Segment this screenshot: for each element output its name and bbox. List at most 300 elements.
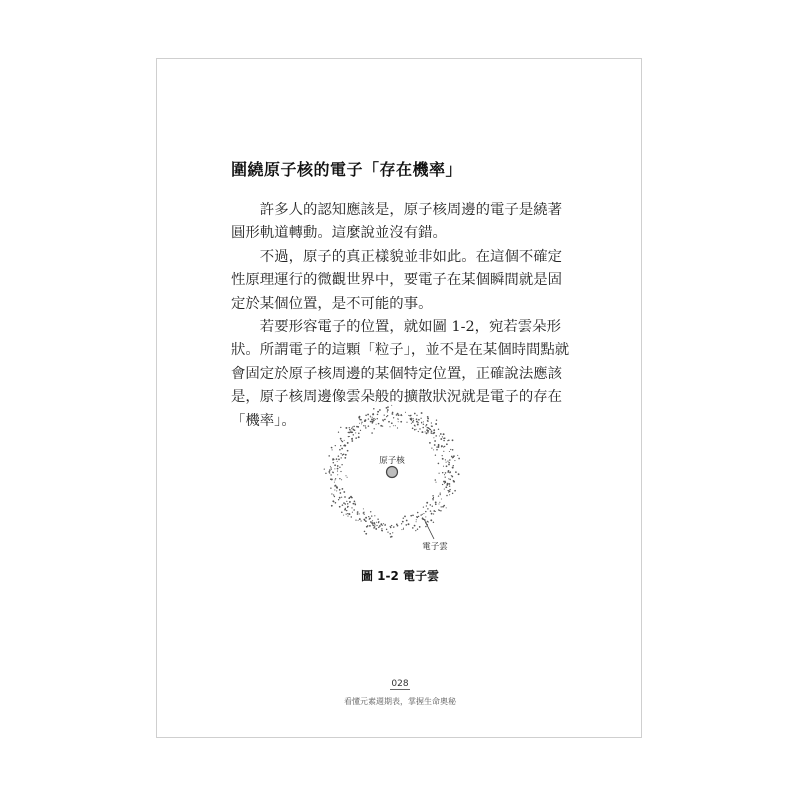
cloud-dot [361,422,362,423]
page-number [157,679,643,689]
cloud-dot [433,449,434,450]
cloud-dot [387,531,388,532]
cloud-dot [441,446,442,447]
cloud-dot [359,418,360,419]
cloud-dot [364,531,366,533]
cloud-dot [419,526,421,528]
cloud-dot [378,527,379,528]
cloud-dot [325,473,326,474]
cloud-dot [421,412,423,414]
cloud-dot [324,468,325,469]
cloud-dot [377,414,379,416]
cloud-dot [455,471,457,473]
electron-cloud-diagram [307,399,477,569]
cloud-dot [344,509,346,511]
cloud-dot [347,513,348,514]
cloud-dot [445,472,447,474]
cloud-dot [417,422,418,423]
cloud-dot [430,519,432,521]
cloud-dot [370,416,371,417]
cloud-dot [357,511,358,512]
cloud-dot [363,512,365,514]
cloud-dot [415,426,416,427]
cloud-dot [427,418,429,420]
cloud-dot [451,456,453,458]
cloud-dot [329,473,330,474]
cloud-dot [404,516,406,518]
cloud-dot [351,431,353,433]
cloud-dot [444,489,445,490]
cloud-dot [418,516,419,517]
cloud-dot [427,416,429,418]
cloud-dot [364,420,366,422]
cloud-dot [393,417,394,418]
cloud-dot [331,493,332,494]
cloud-dot [349,427,350,428]
cloud-dot [435,482,436,483]
cloud-dot [413,420,414,421]
cloud-dot [431,430,433,432]
cloud-dot [336,490,337,491]
cloud-dot [432,495,434,497]
cloud-dot [350,432,351,433]
cloud-dot [368,418,369,419]
cloud-dot [443,440,445,442]
cloud-dot [330,474,331,475]
cloud-dot [408,415,409,416]
cloud-dot [401,414,402,415]
cloud-dot [348,436,349,437]
cloud-dot [374,515,375,516]
cloud-dot [431,422,432,423]
cloud-dot [351,516,352,517]
cloud-dot [395,425,396,426]
cloud-dot [334,479,335,480]
cloud-dot [338,459,340,461]
cloud-dot [331,505,333,507]
book-page [156,58,642,738]
cloud-dot [448,462,450,464]
cloud-dot [412,421,414,423]
cloud-dot [365,427,367,429]
cloud-dot [451,476,453,478]
cloud-dot [372,520,373,521]
cloud-dot [435,455,436,456]
cloud-dot [431,433,432,434]
cloud-dot [347,477,348,478]
cloud-dot [345,475,346,476]
cloud-dot [337,471,338,472]
cloud-dot [343,502,345,504]
cloud-dot [440,494,441,495]
cloud-dot [442,472,443,473]
cloud-dot [328,471,330,473]
cloud-dot [340,445,341,446]
cloud-dot [436,449,438,451]
nucleus-icon [387,467,398,478]
cloud-dot [398,414,400,416]
cloud-dot [383,419,384,420]
paragraph-3: 若要形容電子的位置，就如圖 1-2，宛若雲朵形狀。所謂電子的這顆「粒子」，並不是在某個時間點就會固定於原子核周邊的某個特定位置，正確說法應該是，原子核周邊像雲朵般的擴散狀況就是電子的存在「機率」。 [231,319,570,429]
cloud-dot [389,426,390,427]
cloud-dot [426,505,427,506]
cloud-dot [432,433,434,435]
cloud-dot [454,460,455,461]
cloud-dot [364,514,365,515]
cloud-dot [450,449,451,450]
cloud-dot [391,536,393,538]
cloud-dot [420,514,421,515]
cloud-dot [337,468,339,470]
cloud-dot [434,440,436,442]
cloud-dot [449,451,450,452]
cloud-dot [440,492,441,493]
cloud-dot [412,527,414,529]
cloud-dot [402,521,404,523]
cloud-dot [348,497,350,499]
cloud-dot [450,471,452,473]
cloud-dot [368,516,369,517]
cloud-dot [412,514,414,516]
cloud-dot [397,525,399,527]
cloud-dot [415,530,416,531]
cloud-dot [446,465,448,467]
cloud-dot [347,450,349,452]
cloud-dot [369,518,370,519]
cloud-dot [354,503,355,504]
paragraph-2: 不過，原子的真正樣貌並非如此。在這個不確定性原理運行的微觀世界中，要電子在某個瞬間就是固定於某個位置，是不可能的事。 [231,248,563,312]
cloud-dot [371,432,373,434]
cloud-dot [391,422,393,424]
cloud-dot [446,507,447,508]
cloud-dot [344,496,346,498]
cloud-dot [425,425,426,426]
cloud-dot [380,425,382,427]
cloud-dot [435,479,437,481]
cloud-dot [376,522,377,523]
cloud-dot [376,525,377,526]
cloud-dot [354,500,356,502]
cloud-dot [347,442,349,444]
cloud-dot [359,513,360,514]
cloud-dot [359,518,361,520]
cloud-dot [334,489,335,490]
cloud-dot [458,473,460,475]
cloud-dot [330,467,331,468]
cloud-dot [410,515,412,517]
cloud-dot [334,496,335,497]
cloud-dot [354,429,355,430]
cloud-dot [442,458,444,460]
cloud-dot [329,469,331,471]
cloud-dot [449,459,451,461]
cloud-dot [339,497,341,499]
cloud-dot [438,495,439,496]
cloud-dot [331,447,333,449]
cloud-dot [334,482,335,483]
cloud-dot [444,446,445,447]
cloud-dot [346,514,347,515]
cloud-dot [379,525,381,527]
cloud-dot [374,524,375,525]
cloud-dot [412,428,414,430]
cloud-dot [414,413,416,415]
cloud-dot [365,415,367,417]
cloud-dot [446,484,448,486]
cloud-dot [365,425,366,426]
cloud-dot [406,422,407,423]
cloud-dot [435,501,437,503]
cloud-dot [360,520,361,521]
cloud-dot [333,494,334,495]
cloud-dot [358,436,360,438]
cloud-dot [338,499,339,500]
cloud-dot [333,501,335,503]
cloud-dot [386,416,387,417]
cloud-dot [379,409,381,411]
cloud-dot [426,432,428,434]
cloud-dot [387,415,388,416]
page-number-text: 028 [391,679,409,689]
cloud-dot [440,510,442,512]
cloud-dot [382,530,383,531]
cloud-dot [410,419,412,421]
cloud-dot [387,406,389,408]
cloud-dot [412,418,413,419]
cloud-dot [387,409,389,411]
cloud-dot [446,462,447,463]
cloud-dot [358,520,359,521]
body-text [231,199,571,433]
cloud-dot [347,507,348,508]
cloud-dot [374,428,375,429]
cloud-dot [391,405,392,406]
cloud-dot [382,419,383,420]
cloud-dot [393,526,394,527]
cloud-dot [339,449,341,451]
cloud-dot [451,475,452,476]
cloud-dot [339,467,340,468]
cloud-dot [418,431,419,432]
cloud-dot [443,481,445,483]
cloud-dot [452,439,454,441]
cloud-dot [340,427,341,428]
cloud-dot [351,440,353,442]
cloud-dot [449,486,450,487]
cloud-dot [340,492,342,494]
paragraph-1: 許多人的認知應該是，原子核周邊的電子是繞著圓形軌道轉動。這麼說並沒有錯。 [231,202,563,242]
cloud-dot [403,528,404,529]
cloud-dot [406,520,408,522]
cloud-dot [400,421,402,423]
cloud-dot [448,490,449,491]
cloud-dot [429,428,430,429]
cloud-dot [361,423,362,424]
cloud-dot [338,432,339,433]
cloud-dot [371,421,373,423]
cloud-dot [390,526,391,527]
cloud-dot [405,412,406,413]
cloud-dot [444,474,445,475]
figure-caption: 圖 1-2 電子雲 [360,569,440,583]
cloud-dot [426,502,428,504]
cloud-dot [351,428,352,429]
cloud-dot [359,416,361,418]
cloud-dot [416,429,417,430]
cloud-dot [332,458,334,460]
cloud-dot [337,461,338,462]
cloud-dot [344,440,345,441]
cloud-dot [423,421,424,422]
cloud-dot [449,494,450,495]
cloud-dot [442,455,443,456]
cloud-dot [439,435,440,436]
cloud-dot [427,521,428,522]
cloud-dot [443,433,445,435]
cloud-dot [349,501,351,503]
cloud-dot [352,427,353,428]
cloud-dot [373,420,375,422]
cloud-dot [351,507,352,508]
cloud-dot [416,516,418,518]
cloud-dot [430,510,431,511]
cloud-dot [425,516,426,517]
cloud-dot [386,407,388,409]
cloud-dot [378,411,379,412]
cloud-dot [353,434,354,435]
cloud-dot [443,466,444,467]
cloud-dot [441,498,442,499]
cloud-dot [423,506,424,507]
cloud-dot [333,462,334,463]
cloud-dot [354,510,355,511]
cloud-dot [353,503,355,505]
cloud-dot [417,512,419,514]
cloud-dot [331,478,333,480]
cloud-dot [426,425,427,426]
cloud-dot [397,418,398,419]
cloud-dot [378,423,380,425]
cloud-dot [454,490,456,492]
cloud-dot [370,511,371,512]
cloud-dot [438,445,440,447]
cloud-dot [452,449,454,451]
cloud-dot [401,529,402,530]
cloud-dot [447,440,448,441]
cloud-dot [426,429,428,431]
cloud-dot [383,523,384,524]
cloud-dot [439,510,440,511]
cloud-dot [336,458,338,460]
cloud-dot [341,497,342,498]
cloud-dot [365,533,367,535]
cloud-dot [453,465,454,466]
cloud-dot [401,523,402,524]
cloud-dot [347,503,348,504]
cloud-dot [374,418,375,419]
cloud-dot [447,461,448,462]
cloud-dot [337,474,338,475]
cloud-dot [443,505,445,507]
cloud-dot [430,504,432,506]
cloud-dot [440,433,442,435]
cloud-dot [453,455,455,457]
cloud-dot [449,483,451,485]
cloud-dot [440,438,442,440]
cloud-dot [375,528,377,530]
cloud-dot [340,471,341,472]
cloud-dot [397,427,398,428]
cloud-dot [385,524,386,525]
cloud-dot [417,528,418,529]
cloud-dot [393,425,394,426]
cloud-dot [376,424,377,425]
cloud-dot [371,522,373,524]
cloud-dot [372,524,374,526]
cloud-dot [427,427,428,428]
cloud-dot [343,491,345,493]
cloud-dot [360,419,362,421]
cloud-dot [373,527,375,529]
cloud-dot [382,426,383,427]
cloud-dot [340,438,342,440]
cloud-dot [381,528,382,529]
cloud-dot [443,451,444,452]
cloud-dot [347,516,348,517]
cloud-dot [331,469,332,470]
cloud-dot [342,488,344,490]
cloud-dot [449,489,450,490]
cloud-dot [433,429,435,431]
cloud-dot [431,513,433,515]
cloud-dot [421,422,422,423]
cloud-dot [392,412,394,414]
cloud-dot [357,513,359,515]
cloud-dot [435,423,437,425]
cloud-dot [367,414,369,416]
cloud-dot [336,486,338,488]
cloud-dot [416,418,418,420]
cloud-dot [338,455,340,457]
cloud-dot [344,457,346,459]
cloud-dot [369,525,371,527]
cloud-dot [408,523,410,525]
cloud-dot [377,418,378,419]
cloud-dot [375,419,376,420]
cloud-dot [425,431,426,432]
cloud-dot [345,454,347,456]
cloud-dot [332,472,333,473]
cloud-dot [355,519,356,520]
cloud-dot [414,429,416,431]
cloud-dot [355,432,356,433]
cloud-dot [360,430,361,431]
cloud-dot [445,477,446,478]
cloud-dot [344,445,346,447]
cloud-dot [416,519,417,520]
cloud-dot [349,429,350,430]
cloud-dot [436,420,437,421]
cloud-dot [337,465,339,467]
cloud-dot [423,424,424,425]
cloud-dot [446,495,448,497]
cloud-dot [366,526,368,528]
cloud-dot [420,418,421,419]
cloud-dot [433,513,434,514]
cloud-dot [439,502,440,503]
cloud-dot [417,424,419,426]
cloud-dot [421,431,423,433]
